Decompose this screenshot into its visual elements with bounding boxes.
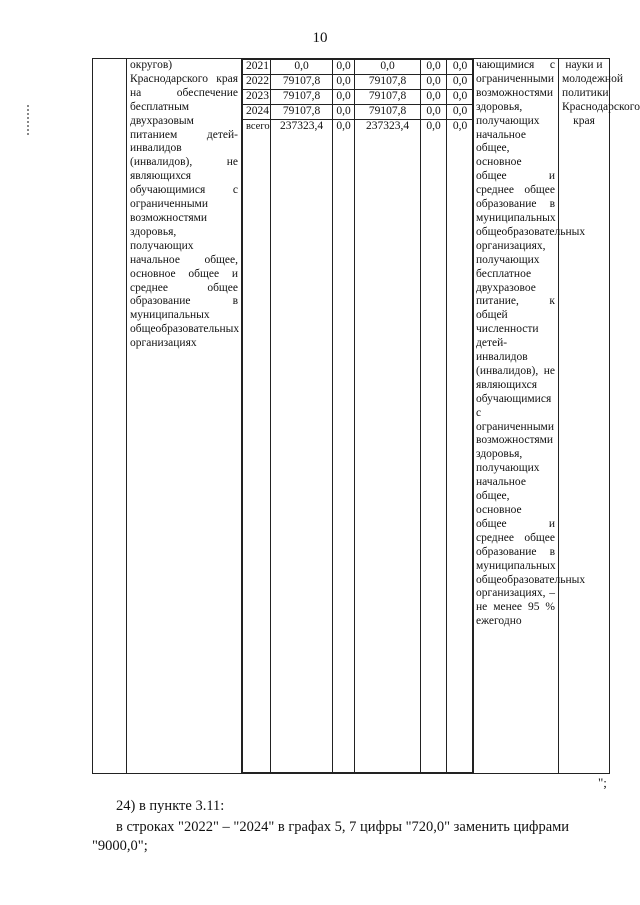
funding-cell-c3: 0,0 [421, 74, 447, 89]
measure-description: округов) Краснодарского края на обеспечение бесплатным двухразовым питанием детей-инвалидов (инвалидов), не являющихся обучающимися с ограниченными возможностями здоровья, получающих начальное общее, основное общее и среднее общее образование в муниципальных общеобразовательных организациях [127, 59, 242, 774]
funding-cell-year: всего [243, 119, 271, 772]
margin-mark [27, 105, 31, 135]
target-indicator: чающимися с ограниченными возможностями здоровья, получающих начальное общее, основное общее и среднее общее образование в муниципальных общеобразовательных организациях, получающих бесплатное двухразовое питание, к общей численности детей-инвалидов (инвалидов), не являющихся обучающимися с ограниченными возможностями здоровья, получающих начальное общее, основное общее и среднее общее образование в муниципальных общеобразовательных организациях, – не менее 95 % ежегодно [473, 59, 559, 774]
funding-cell-c1: 0,0 [333, 89, 355, 104]
amendment-change-text: в строках "2022" – "2024" в графах 5, 7 цифры "720,0" заменить цифрами [116, 819, 570, 835]
funding-cell-total: 237323,4 [271, 119, 333, 772]
funding-cell-total: 0,0 [271, 60, 333, 75]
funding-cell-total: 79107,8 [271, 74, 333, 89]
funding-cell-c4: 0,0 [447, 104, 474, 119]
funding-cell-year: 2024 [243, 104, 271, 119]
funding-cell-c2: 79107,8 [355, 104, 421, 119]
funding-cell-c2: 79107,8 [355, 89, 421, 104]
funding-cell-c4: 0,0 [447, 74, 474, 89]
funding-row [243, 74, 474, 89]
closing-quote: "; [598, 775, 607, 790]
row-number-cell [93, 59, 127, 774]
funding-row [243, 119, 474, 772]
funding-cell-c3: 0,0 [421, 60, 447, 75]
funding-cell-c2: 0,0 [355, 60, 421, 75]
funding-cell-total: 79107,8 [271, 89, 333, 104]
funding-row [243, 104, 474, 119]
funding-cell-year: 2023 [243, 89, 271, 104]
funding-block [242, 59, 473, 774]
funding-row [243, 60, 474, 75]
funding-cell-year: 2022 [243, 74, 271, 89]
funding-cell-c1: 0,0 [333, 104, 355, 119]
responsible-ministry: науки и молодежной политики Краснодарского края [559, 59, 610, 774]
program-table [92, 58, 640, 774]
funding-cell-c4: 0,0 [447, 119, 474, 772]
funding-cell-c3: 0,0 [421, 89, 447, 104]
funding-cell-c3: 0,0 [421, 104, 447, 119]
amendment-new-value: "9000,0"; [92, 838, 148, 854]
funding-cell-year: 2021 [243, 60, 271, 75]
funding-cell-c2: 79107,8 [355, 74, 421, 89]
funding-row [243, 89, 474, 104]
funding-cell-c3: 0,0 [421, 119, 447, 772]
funding-cell-c1: 0,0 [333, 60, 355, 75]
funding-cell-total: 79107,8 [271, 104, 333, 119]
funding-cell-c1: 0,0 [333, 74, 355, 89]
amendment-item: 24) в пункте 3.11: [116, 798, 225, 814]
funding-cell-c2: 237323,4 [355, 119, 421, 772]
funding-cell-c1: 0,0 [333, 119, 355, 772]
funding-cell-c4: 0,0 [447, 89, 474, 104]
funding-subtable [242, 59, 474, 773]
page-number: 10 [312, 30, 328, 46]
funding-cell-c4: 0,0 [447, 60, 474, 75]
